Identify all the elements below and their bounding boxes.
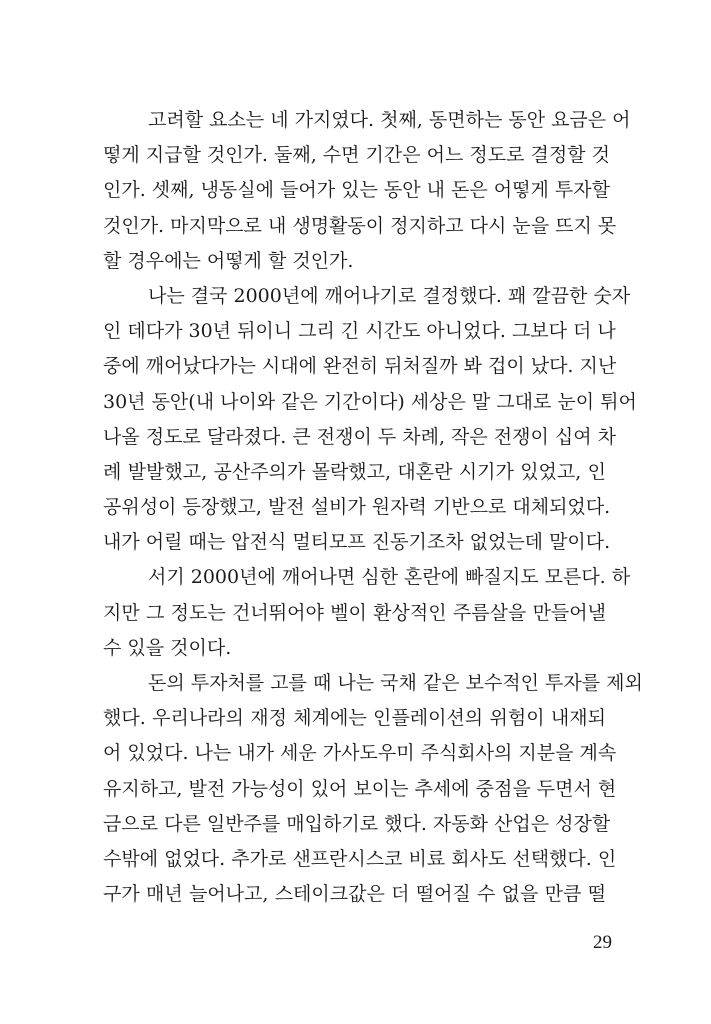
paragraph-3-line-1: 서기 2000년에 깨어나면 심한 혼란에 빠질지도 모른다. 하: [148, 566, 631, 589]
paragraph-1-line-1: 고려할 요소는 네 가지였다. 첫째, 동면하는 동안 요금은 어: [148, 109, 631, 131]
paragraph-4-line-2: 했다. 우리나라의 재정 체계에는 인플레이션의 위험이 내재되: [103, 707, 606, 730]
paragraph-2-line-7: 공위성이 등장했고, 발전 설비가 원자력 기반으로 대체되었다.: [103, 496, 611, 519]
paragraph-3-line-3: 수 있을 것이다.: [103, 636, 232, 659]
paragraph-2-line-8: 내가 어릴 때는 압전식 멀티모프 진동기조차 없었는데 말이다.: [103, 531, 611, 554]
paragraph-4-line-3: 어 있었다. 나는 내가 세운 가사도우미 주식회사의 지분을 계속: [103, 742, 617, 765]
paragraph-1-line-2: 떻게 지급할 것인가. 둘째, 수면 기간은 어느 정도로 결정할 것: [103, 144, 610, 167]
paragraph-1-line-3: 인가. 셋째, 냉동실에 들어가 있는 동안 내 돈은 어떻게 투자할: [103, 179, 610, 202]
paragraph-4-line-7: 구가 매년 늘어나고, 스테이크값은 더 떨어질 수 없을 만큼 떨: [103, 883, 606, 906]
paragraph-2-line-3: 중에 깨어났다가는 시대에 완전히 뒤처질까 봐 겁이 났다. 지난: [103, 355, 617, 378]
paragraph-2-line-1: 나는 결국 2000년에 깨어나기로 결정했다. 꽤 깔끔한 숫자: [148, 284, 631, 307]
paragraph-4-line-5: 금으로 다른 일반주를 매입하기로 했다. 자동화 산업은 성장할: [103, 812, 611, 835]
body-text: [103, 103, 643, 912]
paragraph-2-line-4: 30년 동안(내 나이와 같은 기간이다) 세상은 말 그대로 눈이 튀어: [103, 390, 637, 413]
paragraph-3-line-2: 지만 그 정도는 건너뛰어야 벨이 환상적인 주름살을 만들어낼: [103, 601, 606, 624]
paragraph-2-line-6: 례 발발했고, 공산주의가 몰락했고, 대혼란 시기가 있었고, 인: [103, 460, 606, 483]
paragraph-4-line-6: 수밖에 없었다. 추가로 샌프란시스코 비료 회사도 선택했다. 인: [103, 847, 617, 870]
paragraph-2-line-5: 나올 정도로 달라졌다. 큰 전쟁이 두 차례, 작은 전쟁이 십여 차: [103, 425, 616, 448]
paragraph-1-line-4: 것인가. 마지막으로 내 생명활동이 정지하고 다시 눈을 뜨지 못: [103, 214, 617, 237]
paragraph-1-line-5: 할 경우에는 어떻게 할 것인가.: [103, 249, 354, 272]
paragraph-4-line-1: 돈의 투자처를 고를 때 나는 국채 같은 보수적인 투자를 제외: [148, 672, 643, 694]
paragraph-4-line-4: 유지하고, 발전 가능성이 있어 보이는 추세에 중점을 두면서 현: [103, 777, 617, 800]
page-number: 29: [593, 932, 612, 953]
paragraph-2-line-2: 인 데다가 30년 뒤이니 그리 긴 시간도 아니었다. 그보다 더 나: [103, 320, 616, 343]
